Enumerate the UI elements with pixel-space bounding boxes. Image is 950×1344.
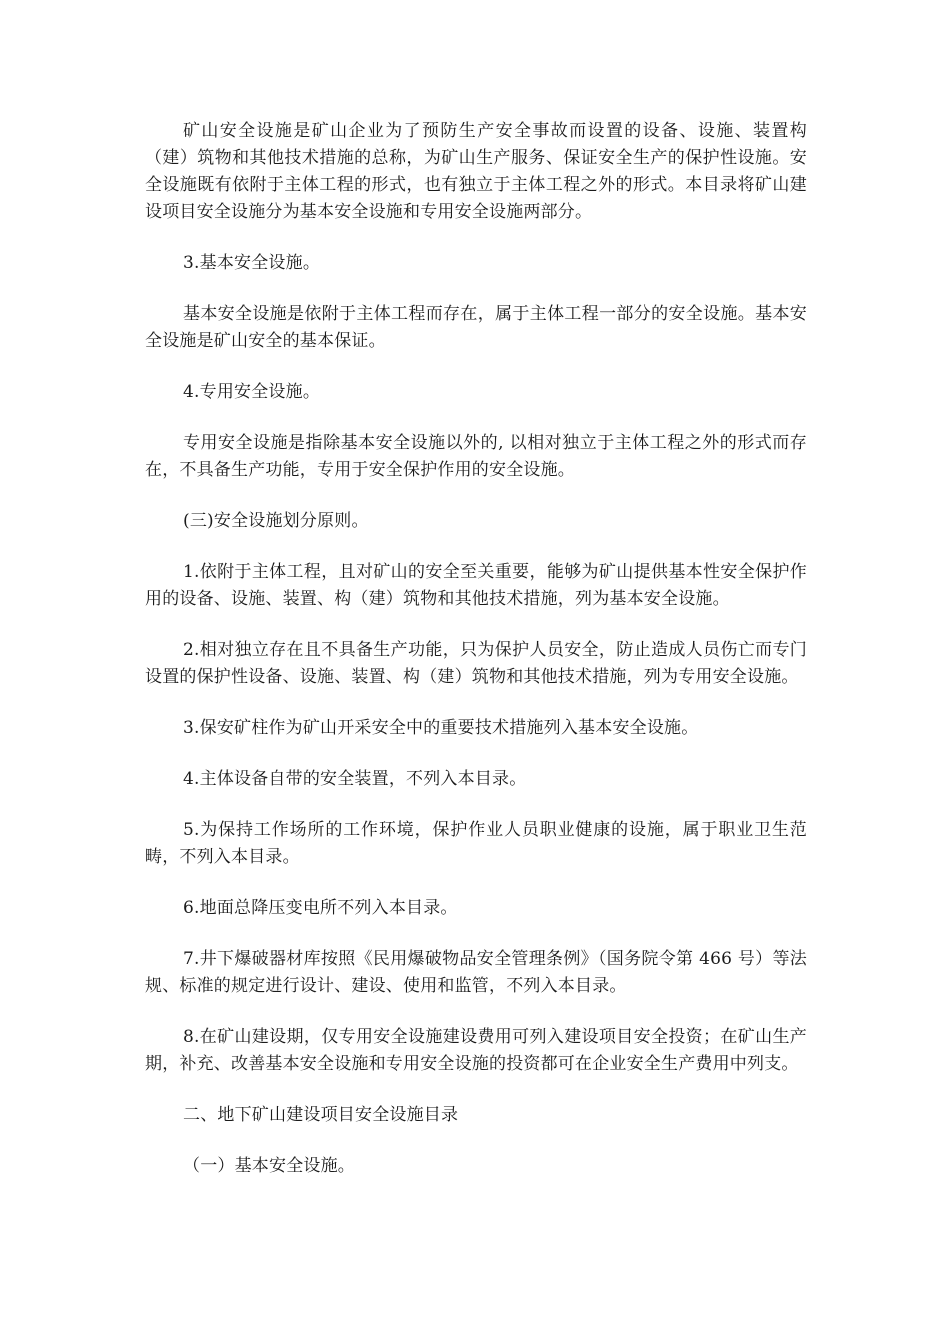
principle-item-3: 3.保安矿柱作为矿山开采安全中的重要技术措施列入基本安全设施。 [183, 718, 699, 738]
section-heading-basic-facilities: 3.基本安全设施。 [183, 253, 321, 273]
principle-item-2: 2.相对独立存在且不具备生产功能，只为保护人员安全，防止造成人员伤亡而专门设置的保护性设备、设施、装置、构（建）筑物和其他技术措施，列为专用安全设施。 [145, 640, 807, 687]
intro-paragraph: 矿山安全设施是矿山企业为了预防生产安全事故而设置的设备、设施、装置构（建）筑物和其他技术措施的总称，为矿山生产服务、保证安全生产的保护性设施。安全设施既有依附于主体工程的形式，也有独立于主体工程之外的形式。本目录将矿山建设项目安全设施分为基本安全设施和专用安全设施两部分。 [145, 121, 807, 222]
principle-item-8: 8.在矿山建设期，仅专用安全设施建设费用可列入建设项目安全投资；在矿山生产期，补充、改善基本安全设施和专用安全设施的投资都可在企业安全生产费用中列支。 [145, 1027, 807, 1074]
subsection-heading-basic-facilities: （一）基本安全设施。 [183, 1156, 355, 1176]
document-page [145, 118, 807, 1204]
principle-item-5: 5.为保持工作场所的工作环境，保护作业人员职业健康的设施，属于职业卫生范畴，不列入本目录。 [145, 820, 807, 867]
principle-item-7: 7.井下爆破器材库按照《民用爆破物品安全管理条例》（国务院令第 466 号）等法规、标准的规定进行设计、建设、使用和监管，不列入本目录。 [145, 949, 807, 996]
basic-facilities-paragraph: 基本安全设施是依附于主体工程而存在，属于主体工程一部分的安全设施。基本安全设施是矿山安全的基本保证。 [145, 304, 807, 351]
chapter-heading-underground-mines: 二、地下矿山建设项目安全设施目录 [183, 1105, 459, 1125]
section-heading-special-facilities: 4.专用安全设施。 [183, 382, 321, 402]
principle-item-1: 1.依附于主体工程，且对矿山的安全至关重要，能够为矿山提供基本性安全保护作用的设备、设施、装置、构（建）筑物和其他技术措施，列为基本安全设施。 [145, 562, 807, 609]
section-heading-principles: (三)安全设施划分原则。 [183, 511, 369, 531]
principle-item-6: 6.地面总降压变电所不列入本目录。 [183, 898, 458, 918]
principle-item-4: 4.主体设备自带的安全装置，不列入本目录。 [183, 769, 527, 789]
special-facilities-paragraph: 专用安全设施是指除基本安全设施以外的, 以相对独立于主体工程之外的形式而存在，不具备生产功能，专用于安全保护作用的安全设施。 [145, 433, 807, 480]
